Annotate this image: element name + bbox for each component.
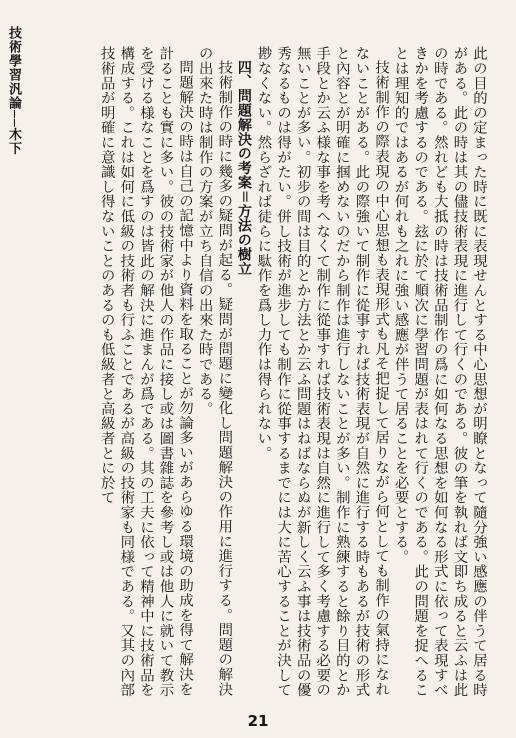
section-heading: 四、問題解決の考案＝方法の樹立 [235,60,252,276]
paragraph: 技術制作の際表現の中心思想も表現形式も凡そ把捉して居りながら何としても制作の氣持になれないことがある。此の際強いて制作に從事すれば技術表現が自然に進行する時もあるが技術の形式と內容とが明確に掴めないのだから制作は進行しないことが多い。制作に熟練すると餘り目的とか手段とか云ふ様な事を考へなくて制作に從事すれば技術表現は自然に進行して多く考慮する必要の無いことが多い。初步の間は目的とか方法とか云ふ問題はねばならぬが新しく云ふ事は技術品の優秀なるものは得がたい。併し技術が進步しても制作に從事するまでには大に苦心することが決して尠なくない。然らざれば徒らに駄作を爲し力作は得られない。 [255,46,390,698]
paragraph: 問題解決の時は自己の記憶中より資料を取ることが勿論多いがあらゆる環境の助成を得て解決を計ることも實に多い。彼の技術家が他人の作品に接し或は圖書雜誌を參考し或は他人に就いて教示を受ける様なことを爲すのは皆此の解決に進まんが爲である。其の工夫に依って精神中に技術品を構成する。これは如何に低級の技術者も行ふことであるが高級の技術家も同様である。又其の內部技術品が明確に意識し得ないことのあるのも低級者と高級者とに於て [98,46,194,698]
page-number: 21 [247,712,269,730]
main-text-block [28,46,488,702]
running-header: 技術學習汎論──木下 [6,26,21,156]
paragraph: 技術制作の時に幾多の疑問が起る。疑問が問題に變化し問題解決の作用に進行する。問題の解決の出來た時は制作の方案が立ち自信の出來た時である。 [196,46,233,697]
paragraph: 此の目的の定まった時に既に表現せんとする中心思想が明瞭となって隨分強い感應の伴うて居る時がある。此の時は其の儘技術表現に進行して行くのである。彼の筆を執れば文即ち成ると云ふは此の時である。然れども大抵の時は技術品制作の爲に如何なる思想を如何なる形式に依って表現すべきかを考慮するのである。玆に於て順次に學習問題が表はれて行くのである。此の問題を捉へることは理知的ではあるが何れも之れに強い感應が伴うて居ることを必要とする。 [392,46,487,698]
